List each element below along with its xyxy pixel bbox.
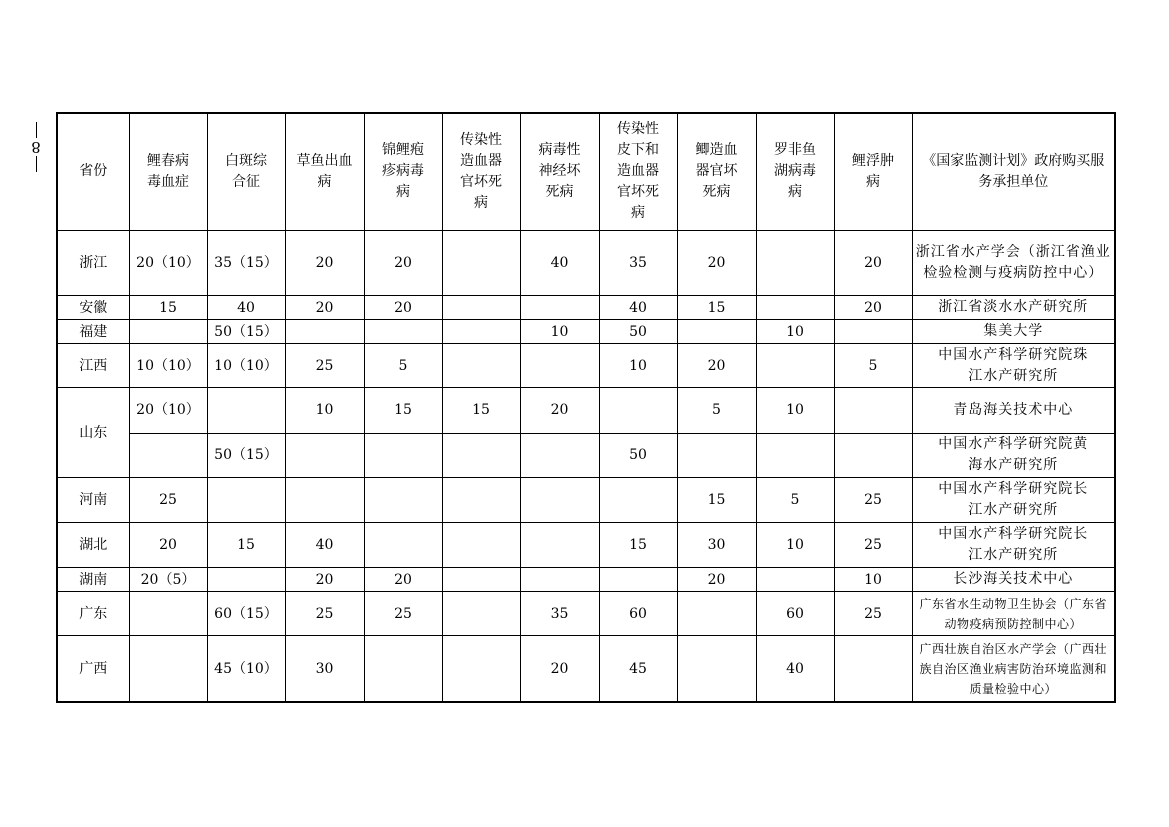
unit-cell-text: 中国水产科学研究院黄海水产研究所 bbox=[938, 436, 1089, 474]
header-disease-crucian-hn-text: 鲫造血器官坏死病 bbox=[695, 142, 738, 201]
value-cell: 20（10） bbox=[129, 230, 207, 295]
value-cell: 5 bbox=[756, 477, 834, 522]
value-cell: 25 bbox=[834, 477, 912, 522]
value-cell: 45（10） bbox=[207, 636, 285, 702]
unit-cell-text: 中国水产科学研究院长江水产研究所 bbox=[938, 480, 1089, 518]
value-cell bbox=[677, 592, 756, 636]
value-cell bbox=[677, 433, 756, 477]
header-disease-carp-edema bbox=[834, 113, 912, 230]
header-disease-carp-edema-text: 鲤浮肿病 bbox=[852, 152, 894, 190]
value-cell bbox=[442, 344, 520, 388]
value-cell: 35 bbox=[599, 230, 677, 295]
unit-cell: 广东省水生动物卫生协会（广东省动物疫病预防控制中心） bbox=[912, 592, 1115, 636]
value-cell bbox=[129, 320, 207, 344]
value-cell bbox=[285, 477, 364, 522]
value-cell: 25 bbox=[129, 477, 207, 522]
value-cell bbox=[442, 433, 520, 477]
value-cell: 60 bbox=[599, 592, 677, 636]
header-disease-vnn bbox=[520, 113, 599, 230]
value-cell bbox=[520, 344, 599, 388]
table-row bbox=[57, 592, 1115, 636]
value-cell: 15 bbox=[129, 296, 207, 320]
unit-cell-text: 中国水产科学研究院长江水产研究所 bbox=[938, 525, 1089, 563]
value-cell bbox=[442, 522, 520, 567]
province-cell: 浙江 bbox=[57, 230, 129, 295]
value-cell: 15 bbox=[442, 388, 520, 433]
value-cell bbox=[520, 433, 599, 477]
table-row bbox=[57, 477, 1115, 522]
value-cell: 45 bbox=[599, 636, 677, 702]
value-cell bbox=[207, 477, 285, 522]
value-cell bbox=[129, 433, 207, 477]
value-cell: 30 bbox=[285, 636, 364, 702]
value-cell bbox=[756, 567, 834, 591]
value-cell: 25 bbox=[364, 592, 442, 636]
value-cell: 10 bbox=[756, 522, 834, 567]
value-cell: 10 bbox=[756, 388, 834, 433]
value-cell: 40 bbox=[207, 296, 285, 320]
value-cell: 50（15） bbox=[207, 320, 285, 344]
value-cell: 20（5） bbox=[129, 567, 207, 591]
value-cell: 20 bbox=[834, 230, 912, 295]
header-disease-tilv-text: 罗非鱼湖病毒病 bbox=[774, 142, 816, 201]
value-cell bbox=[129, 636, 207, 702]
header-disease-ihn bbox=[442, 113, 520, 230]
value-cell: 10 bbox=[520, 320, 599, 344]
header-unit-text: 《国家监测计划》政府购买服务承担单位 bbox=[922, 152, 1105, 190]
value-cell: 35（15） bbox=[207, 230, 285, 295]
value-cell: 30 bbox=[677, 522, 756, 567]
value-cell: 20 bbox=[677, 344, 756, 388]
value-cell: 10 bbox=[756, 320, 834, 344]
province-cell: 河南 bbox=[57, 477, 129, 522]
value-cell bbox=[442, 320, 520, 344]
header-disease-ihhn bbox=[599, 113, 677, 230]
header-disease-wssd bbox=[207, 113, 285, 230]
table-row bbox=[57, 230, 1115, 295]
header-unit bbox=[912, 113, 1115, 230]
value-cell bbox=[442, 567, 520, 591]
value-cell bbox=[442, 592, 520, 636]
header-disease-crucian-hn bbox=[677, 113, 756, 230]
value-cell bbox=[207, 388, 285, 433]
value-cell: 60（15） bbox=[207, 592, 285, 636]
table-row bbox=[57, 636, 1115, 702]
value-cell: 5 bbox=[834, 344, 912, 388]
unit-cell bbox=[912, 344, 1115, 388]
value-cell bbox=[756, 433, 834, 477]
province-cell: 福建 bbox=[57, 320, 129, 344]
page-number-dash-top bbox=[36, 122, 37, 138]
value-cell: 10 bbox=[599, 344, 677, 388]
value-cell bbox=[834, 433, 912, 477]
value-cell bbox=[677, 636, 756, 702]
value-cell: 10 bbox=[285, 388, 364, 433]
table-row bbox=[57, 388, 1115, 433]
value-cell: 25 bbox=[834, 592, 912, 636]
value-cell bbox=[364, 477, 442, 522]
province-cell: 广西 bbox=[57, 636, 129, 702]
unit-cell bbox=[912, 522, 1115, 567]
value-cell: 20 bbox=[285, 230, 364, 295]
value-cell bbox=[442, 296, 520, 320]
value-cell: 20（10） bbox=[129, 388, 207, 433]
table-row bbox=[57, 433, 1115, 477]
value-cell bbox=[364, 522, 442, 567]
value-cell: 35 bbox=[520, 592, 599, 636]
province-cell: 湖南 bbox=[57, 567, 129, 591]
value-cell: 40 bbox=[520, 230, 599, 295]
value-cell: 40 bbox=[756, 636, 834, 702]
value-cell bbox=[285, 433, 364, 477]
table-row bbox=[57, 320, 1115, 344]
value-cell: 40 bbox=[285, 522, 364, 567]
province-cell: 广东 bbox=[57, 592, 129, 636]
value-cell: 20 bbox=[520, 636, 599, 702]
value-cell bbox=[677, 320, 756, 344]
value-cell bbox=[520, 296, 599, 320]
page-number bbox=[26, 122, 46, 188]
value-cell bbox=[834, 320, 912, 344]
monitoring-table bbox=[56, 112, 1116, 703]
header-disease-khv-text: 锦鲤疱疹病毒病 bbox=[382, 142, 424, 201]
header-disease-ihn-text: 传染性造血器官坏死病 bbox=[460, 131, 502, 211]
value-cell bbox=[599, 388, 677, 433]
value-cell bbox=[285, 320, 364, 344]
page-number-text: 8 bbox=[31, 137, 41, 156]
value-cell: 15 bbox=[207, 522, 285, 567]
province-cell: 安徽 bbox=[57, 296, 129, 320]
table-row bbox=[57, 567, 1115, 591]
table-row bbox=[57, 344, 1115, 388]
value-cell bbox=[599, 567, 677, 591]
header-disease-grass-carp-hemorrhage bbox=[285, 113, 364, 230]
unit-cell: 青岛海关技术中心 bbox=[912, 388, 1115, 433]
value-cell: 25 bbox=[834, 522, 912, 567]
value-cell bbox=[364, 320, 442, 344]
value-cell: 5 bbox=[364, 344, 442, 388]
value-cell bbox=[520, 522, 599, 567]
unit-cell bbox=[912, 477, 1115, 522]
unit-cell: 浙江省水产学会（浙江省渔业检验检测与疫病防控中心） bbox=[912, 230, 1115, 295]
header-disease-grass-carp-text: 草鱼出血病 bbox=[296, 152, 353, 190]
value-cell: 25 bbox=[285, 344, 364, 388]
value-cell: 50 bbox=[599, 320, 677, 344]
header-disease-khv bbox=[364, 113, 442, 230]
value-cell: 10 bbox=[834, 567, 912, 591]
value-cell: 20 bbox=[285, 296, 364, 320]
value-cell bbox=[364, 433, 442, 477]
header-row bbox=[57, 113, 1115, 230]
value-cell bbox=[442, 477, 520, 522]
value-cell bbox=[364, 636, 442, 702]
header-disease-vnn-text: 病毒性神经坏死病 bbox=[538, 142, 581, 201]
unit-cell: 集美大学 bbox=[912, 320, 1115, 344]
province-cell: 江西 bbox=[57, 344, 129, 388]
value-cell: 15 bbox=[599, 522, 677, 567]
value-cell: 15 bbox=[677, 477, 756, 522]
value-cell bbox=[442, 636, 520, 702]
header-disease-svc bbox=[129, 113, 207, 230]
value-cell bbox=[520, 477, 599, 522]
value-cell: 20 bbox=[285, 567, 364, 591]
page-number-dash-bottom bbox=[36, 156, 37, 172]
header-disease-svc-text: 鲤春病毒血症 bbox=[147, 152, 189, 190]
unit-cell bbox=[912, 433, 1115, 477]
province-cell: 湖北 bbox=[57, 522, 129, 567]
unit-cell: 浙江省淡水水产研究所 bbox=[912, 296, 1115, 320]
value-cell bbox=[520, 567, 599, 591]
value-cell: 20 bbox=[364, 567, 442, 591]
value-cell bbox=[599, 477, 677, 522]
province-cell: 山东 bbox=[57, 388, 129, 477]
value-cell: 20 bbox=[677, 567, 756, 591]
header-province: 省份 bbox=[57, 113, 129, 230]
header-disease-tilv bbox=[756, 113, 834, 230]
value-cell: 10（10） bbox=[129, 344, 207, 388]
value-cell: 15 bbox=[364, 388, 442, 433]
table-row bbox=[57, 296, 1115, 320]
value-cell bbox=[442, 230, 520, 295]
value-cell: 5 bbox=[677, 388, 756, 433]
value-cell: 10（10） bbox=[207, 344, 285, 388]
value-cell: 50 bbox=[599, 433, 677, 477]
value-cell bbox=[756, 296, 834, 320]
value-cell bbox=[756, 230, 834, 295]
value-cell: 50（15） bbox=[207, 433, 285, 477]
value-cell: 40 bbox=[599, 296, 677, 320]
table-row bbox=[57, 522, 1115, 567]
value-cell bbox=[129, 592, 207, 636]
value-cell: 20 bbox=[364, 296, 442, 320]
value-cell bbox=[207, 567, 285, 591]
value-cell: 20 bbox=[834, 296, 912, 320]
value-cell: 20 bbox=[364, 230, 442, 295]
value-cell bbox=[756, 344, 834, 388]
value-cell bbox=[834, 636, 912, 702]
value-cell: 20 bbox=[520, 388, 599, 433]
header-disease-ihhn-text: 传染性皮下和造血器官坏死病 bbox=[617, 121, 659, 222]
unit-cell-text: 中国水产科学研究院珠江水产研究所 bbox=[938, 346, 1089, 384]
value-cell: 60 bbox=[756, 592, 834, 636]
value-cell bbox=[834, 388, 912, 433]
unit-cell: 长沙海关技术中心 bbox=[912, 567, 1115, 591]
value-cell: 20 bbox=[677, 230, 756, 295]
unit-cell: 广西壮族自治区水产学会（广西壮族自治区渔业病害防治环境监测和质量检验中心） bbox=[912, 636, 1115, 702]
value-cell: 25 bbox=[285, 592, 364, 636]
header-disease-wssd-text: 白斑综合征 bbox=[225, 152, 267, 190]
value-cell: 20 bbox=[129, 522, 207, 567]
value-cell: 15 bbox=[677, 296, 756, 320]
